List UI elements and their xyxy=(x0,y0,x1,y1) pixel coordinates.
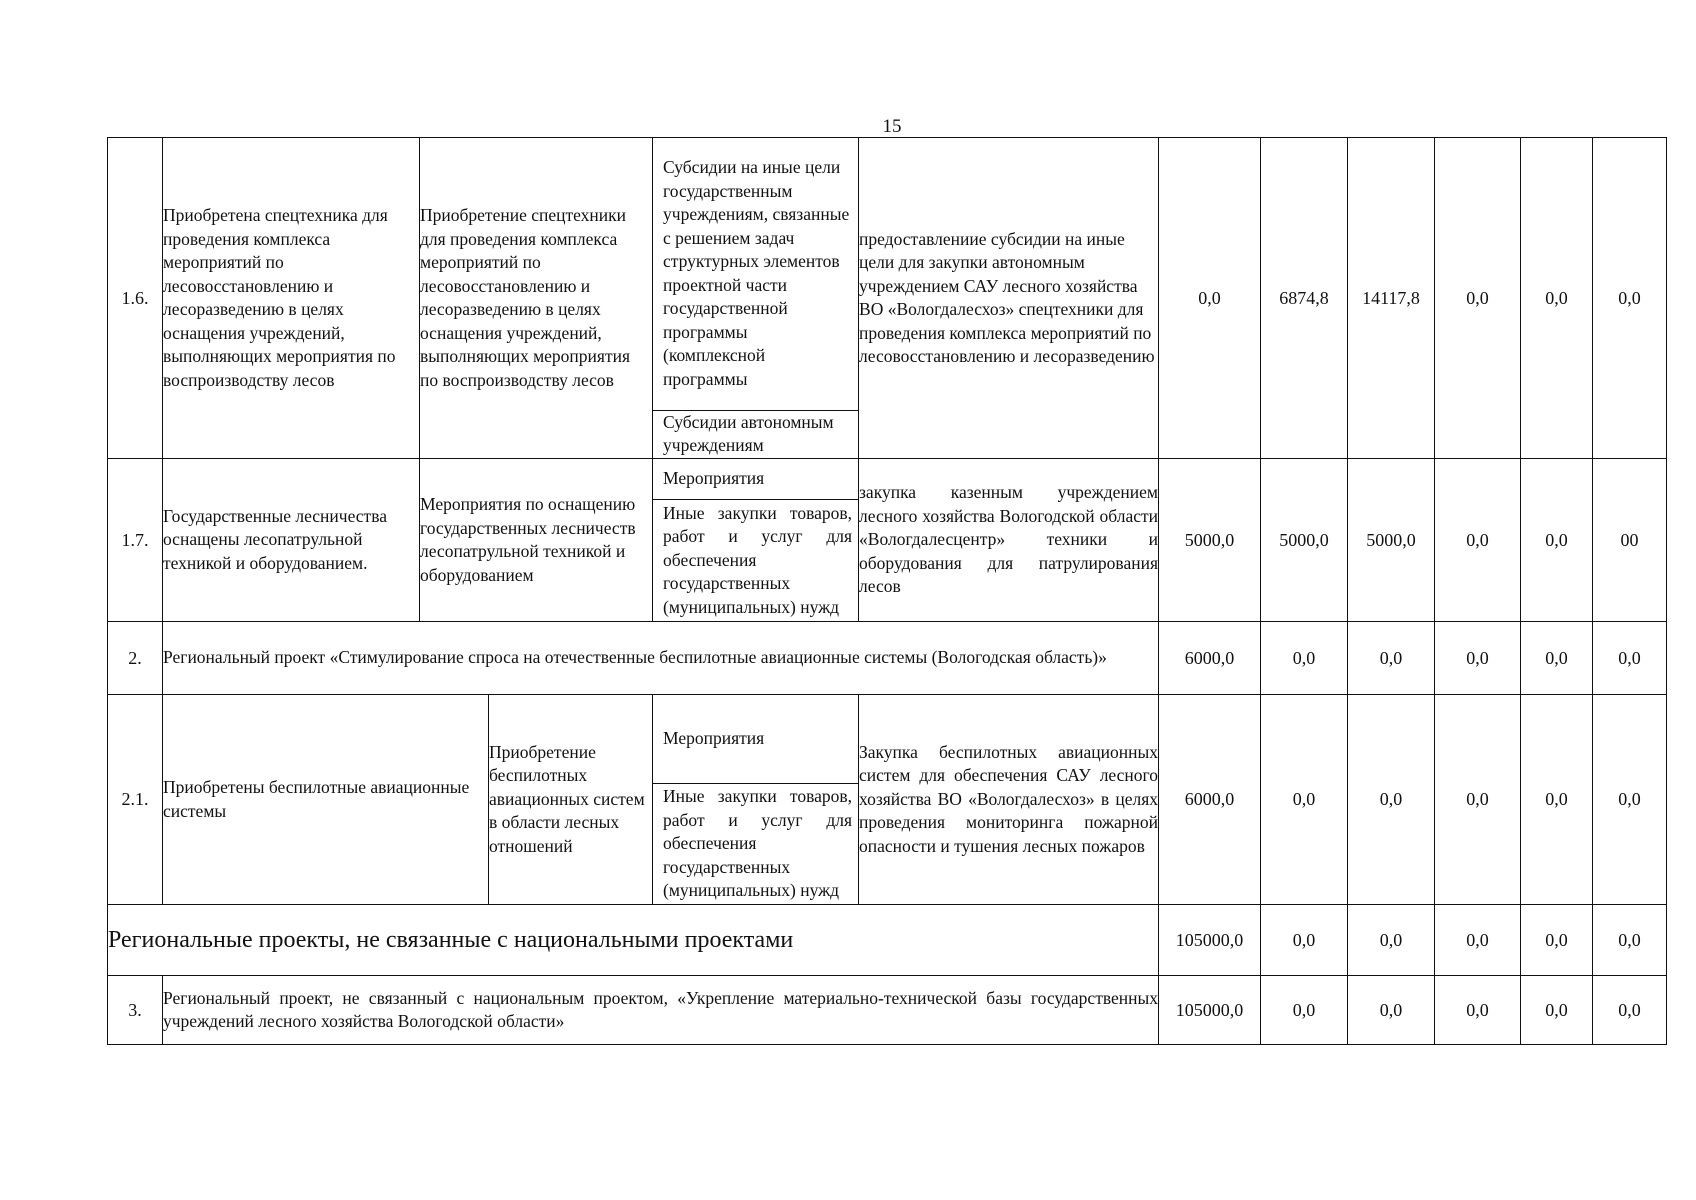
event-cell: Мероприятия по оснащению государственных лесничеств лесопатрульной техникой и оборудованием xyxy=(420,459,653,622)
expense-type-cell xyxy=(653,138,859,459)
event-cell: Приобретение спецтехники для проведения комплекса мероприятий по лесовосстановлению и лесоразведению в целях оснащения учреждений, выполняющих мероприятия по воспроизводству лесов xyxy=(420,138,653,459)
value-cell: 0,0 xyxy=(1435,976,1521,1045)
row-number: 2.1. xyxy=(108,695,163,905)
value-cell: 0,0 xyxy=(1348,976,1435,1045)
value-cell: 105000,0 xyxy=(1159,976,1261,1045)
table-row xyxy=(108,459,1667,622)
value-cell: 0,0 xyxy=(1261,976,1348,1045)
row-number: 2. xyxy=(108,622,163,695)
value-cell: 00 xyxy=(1593,459,1667,622)
result-cell: Приобретены беспилотные авиационные системы xyxy=(163,695,489,905)
value-cell: 0,0 xyxy=(1521,459,1593,622)
value-cell: 0,0 xyxy=(1521,905,1593,976)
value-cell: 0,0 xyxy=(1261,695,1348,905)
table-row xyxy=(108,905,1667,976)
value-cell: 0,0 xyxy=(1435,905,1521,976)
value-cell: 0,0 xyxy=(1348,695,1435,905)
value-cell: 6000,0 xyxy=(1159,622,1261,695)
value-cell: 105000,0 xyxy=(1159,905,1261,976)
table-row xyxy=(108,622,1667,695)
expense-type-top: Мероприятия xyxy=(653,459,858,499)
value-cell: 0,0 xyxy=(1593,138,1667,459)
value-cell: 0,0 xyxy=(1593,622,1667,695)
event-cell: Приобретение беспилотных авиационных систем в области лесных отношений xyxy=(489,695,653,905)
value-cell: 0,0 xyxy=(1261,905,1348,976)
table-row xyxy=(108,138,1667,459)
value-cell: 6000,0 xyxy=(1159,695,1261,905)
expense-type-bottom: Иные закупки товаров, работ и услуг для обеспечения государственных (муниципальных) нужд xyxy=(663,786,853,900)
value-cell: 14117,8 xyxy=(1348,138,1435,459)
table-row xyxy=(108,976,1667,1045)
row-number: 1.7. xyxy=(108,459,163,622)
value-cell: 6874,8 xyxy=(1261,138,1348,459)
value-cell: 0,0 xyxy=(1261,622,1348,695)
value-cell: 0,0 xyxy=(1521,695,1593,905)
section-title: Региональные проекты, не связанные с национальными проектами xyxy=(108,905,1159,976)
value-cell: 0,0 xyxy=(1435,695,1521,905)
budget-table xyxy=(107,137,1667,1045)
value-cell: 0,0 xyxy=(1159,138,1261,459)
result-cell: Государственные лесничества оснащены лесопатрульной техникой и оборудованием. xyxy=(163,459,420,622)
value-cell: 0,0 xyxy=(1593,905,1667,976)
table-row xyxy=(108,695,1667,905)
row-number: 1.6. xyxy=(108,138,163,459)
page-number: 15 xyxy=(882,116,902,137)
expense-type-cell xyxy=(653,459,859,622)
expense-type-top: Мероприятия xyxy=(653,695,858,783)
expense-type-bottom: Иные закупки товаров, работ и услуг для обеспечения государственных (муниципальных) нужд xyxy=(663,502,853,617)
expense-type-cell xyxy=(653,695,859,905)
value-cell: 0,0 xyxy=(1521,976,1593,1045)
value-cell: 5000,0 xyxy=(1348,459,1435,622)
value-cell: 0,0 xyxy=(1435,138,1521,459)
value-cell: 0,0 xyxy=(1521,622,1593,695)
expense-type-top: Субсидии на иные цели государственным учреждениям, связанные с решением задач структурных элементов проектной части государственной программы (комплексной программы xyxy=(653,138,858,410)
value-cell: 0,0 xyxy=(1593,976,1667,1045)
value-cell: 0,0 xyxy=(1348,905,1435,976)
project-title: Региональный проект «Стимулирование спроса на отечественные беспилотные авиационные системы (Вологодская область)» xyxy=(163,622,1159,695)
value-cell: 0,0 xyxy=(1593,695,1667,905)
value-cell: 5000,0 xyxy=(1261,459,1348,622)
row-number: 3. xyxy=(108,976,163,1045)
value-cell: 0,0 xyxy=(1348,622,1435,695)
expense-type-bottom: Субсидии автономным учреждениям xyxy=(663,411,834,456)
result-cell: Приобретена спецтехника для проведения комплекса мероприятий по лесовосстановлению и лесоразведению в целях оснащения учреждений, выполняющих мероприятия по воспроизводству лесов xyxy=(163,138,420,459)
value-cell: 0,0 xyxy=(1521,138,1593,459)
description-cell: закупка казенным учреждением лесного хозяйства Вологодской области «Вологдалесцентр» техники и оборудования для патрулирования лесов xyxy=(859,459,1159,622)
description-cell: Закупка беспилотных авиационных систем для обеспечения САУ лесного хозяйства ВО «Вологдалесхоз» в целях проведения мониторинга пожарной опасности и тушения лесных пожаров xyxy=(859,695,1159,905)
value-cell: 0,0 xyxy=(1435,459,1521,622)
value-cell: 5000,0 xyxy=(1159,459,1261,622)
description-cell: предоставлениие субсидии на иные цели для закупки автономным учреждением САУ лесного хозяйства ВО «Вологдалесхоз» спецтехники для проведения комплекса мероприятий по лесовосстановлению и лесоразведению xyxy=(859,138,1159,459)
value-cell: 0,0 xyxy=(1435,622,1521,695)
project-title: Региональный проект, не связанный с национальным проектом, «Укрепление материально-технической базы государственных учреждений лесного хозяйства Вологодской области» xyxy=(163,976,1159,1045)
